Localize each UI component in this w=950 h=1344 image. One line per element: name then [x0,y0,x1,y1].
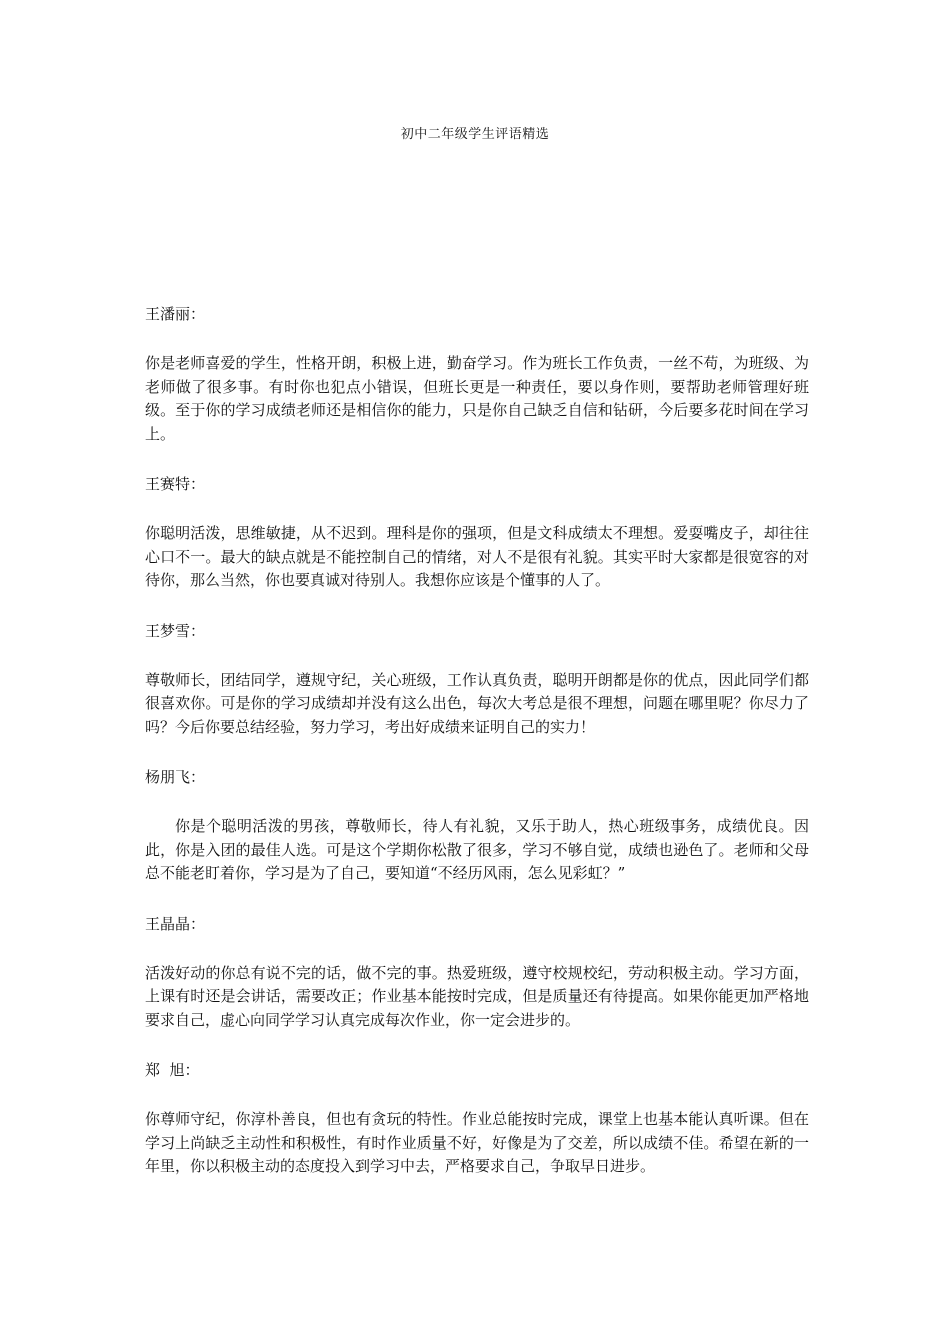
student-entry [145,620,809,740]
student-comment: 尊敬师长，团结同学，遵规守纪，关心班级，工作认真负责，聪明开朗都是你的优点，因此同学们都很喜欢你。可是你的学习成绩却并没有这么出色，每次大考总是很不理想，问题在哪里呢？你尽力了吗？今后你要总结经验，努力学习，考出好成绩来证明自己的实力！ [145,670,809,736]
student-entry [145,766,809,886]
student-entry [145,913,809,1033]
student-comment: 你是老师喜爱的学生，性格开朗，积极上进，勤奋学习。作为班长工作负责，一丝不苟，为班级、为老师做了很多事。有时你也犯点小错误，但班长更是一种责任，要以身作则，要帮助老师管理好班级。至于你的学习成绩老师还是相信你的能力，只是你自己缺乏自信和钻研，今后要多花时间在学习上。 [145,354,809,443]
student-name: 郑 旭： [145,1061,200,1079]
student-entry [145,1059,809,1179]
student-name: 王梦雪： [145,621,206,640]
student-comment: 你是个聪明活泼的男孩，尊敬师长，待人有礼貌，又乐于助人，热心班级事务，成绩优良。因此，你是入团的最佳人选。可是这个学期你松散了很多，学习不够自觉，成绩也逊色了。老师和父母总不能老盯着你，学习是为了自己，要知道“不经历风雨，怎么见彩虹？” [145,817,809,882]
student-comment: 你尊师守纪，你淳朴善良，但也有贪玩的特性。作业总能按时完成，课堂上也基本能认真听课。但在学习上尚缺乏主动性和积极性，有时作业质量不好，好像是为了交差，所以成绩不佳。希望在新的一年里，你以积极主动的态度投入到学习中去，严格要求自己，争取早日进步。 [145,1110,809,1175]
student-comment: 你聪明活泼，思维敏捷，从不迟到。理科是你的强项，但是文科成绩太不理想。爱耍嘴皮子，却往往心口不一。最大的缺点就是不能控制自己的情绪，对人不是很有礼貌。其实平时大家都是很宽容的对待你，那么当然，你也要真诚对待别人。我想你应该是个懂事的人了。 [145,524,809,589]
student-entry [145,473,809,593]
comments-list [145,303,809,1206]
document-title: 初中二年级学生评语精选 [400,127,550,142]
student-name: 杨朋飞： [145,768,206,786]
student-name: 王潘丽： [145,305,206,323]
student-comment: 活泼好动的你总有说不完的话，做不完的事。热爱班级，遵守校规校纪，劳动积极主动。学习方面，上课有时还是会讲话，需要改正；作业基本能按时完成，但是质量还有待提高。如果你能更加严格地要求自己，虚心向同学学习认真完成每次作业，你一定会进步的。 [145,963,809,1029]
student-name: 王赛特： [145,475,206,493]
student-entry [145,303,809,446]
student-name: 王晶晶： [145,914,206,933]
